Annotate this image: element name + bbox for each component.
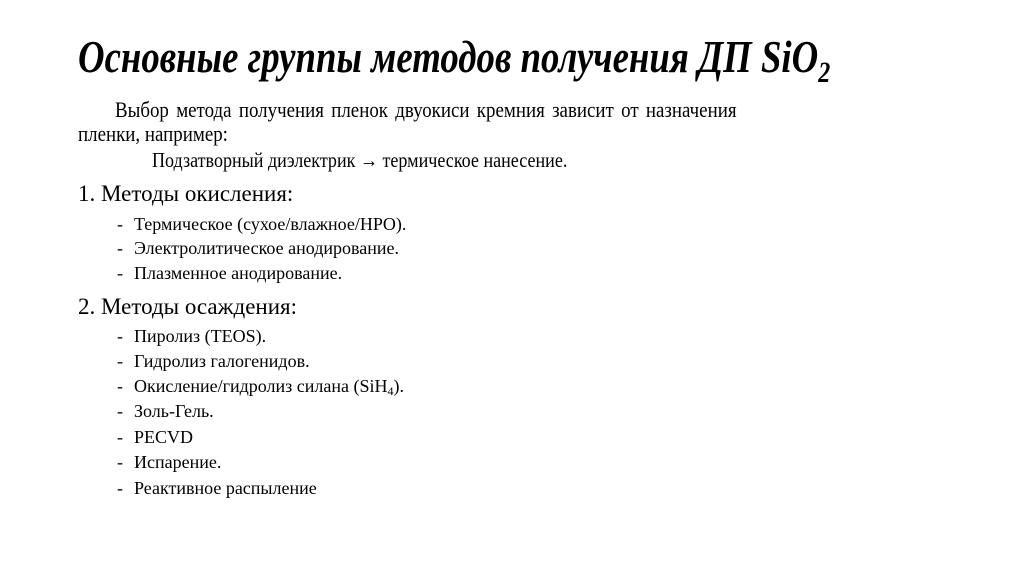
intro-line-1: Выбор метода получения пленок двуокиси кремния зависит от назначения <box>115 97 737 122</box>
list-item: - Термическое (сухое/влажное/HPO). <box>117 214 407 234</box>
list-item: - Электролитическое анодирование. <box>117 238 400 258</box>
list-item: - Золь-Гель. <box>117 401 214 421</box>
list-item: - PECVD <box>117 427 194 447</box>
list-item: - Реактивное распыление <box>117 478 317 498</box>
slide-title <box>78 30 830 90</box>
title-text: Основные группы методов получения ДП SiO <box>78 31 819 82</box>
section-heading-oxidation: 1. Методы окисления: <box>78 181 294 206</box>
title-subscript: 2 <box>818 56 831 89</box>
section-heading-deposition: 2. Методы осаждения: <box>78 294 298 319</box>
list-item: - Окисление/гидролиз силана (SiH$_4$). <box>117 376 404 398</box>
list-item: - Гидролиз галогенидов. <box>117 351 310 371</box>
list-item: - Пиролиз (TEOS). <box>117 326 267 346</box>
intro-example: Подзатворный диэлектрик → термическое нанесение. <box>152 148 568 172</box>
list-item: - Плазменное анодирование. <box>117 263 343 283</box>
list-item: - Испарение. <box>117 452 222 472</box>
intro-line-2: пленки, например: <box>78 121 228 146</box>
